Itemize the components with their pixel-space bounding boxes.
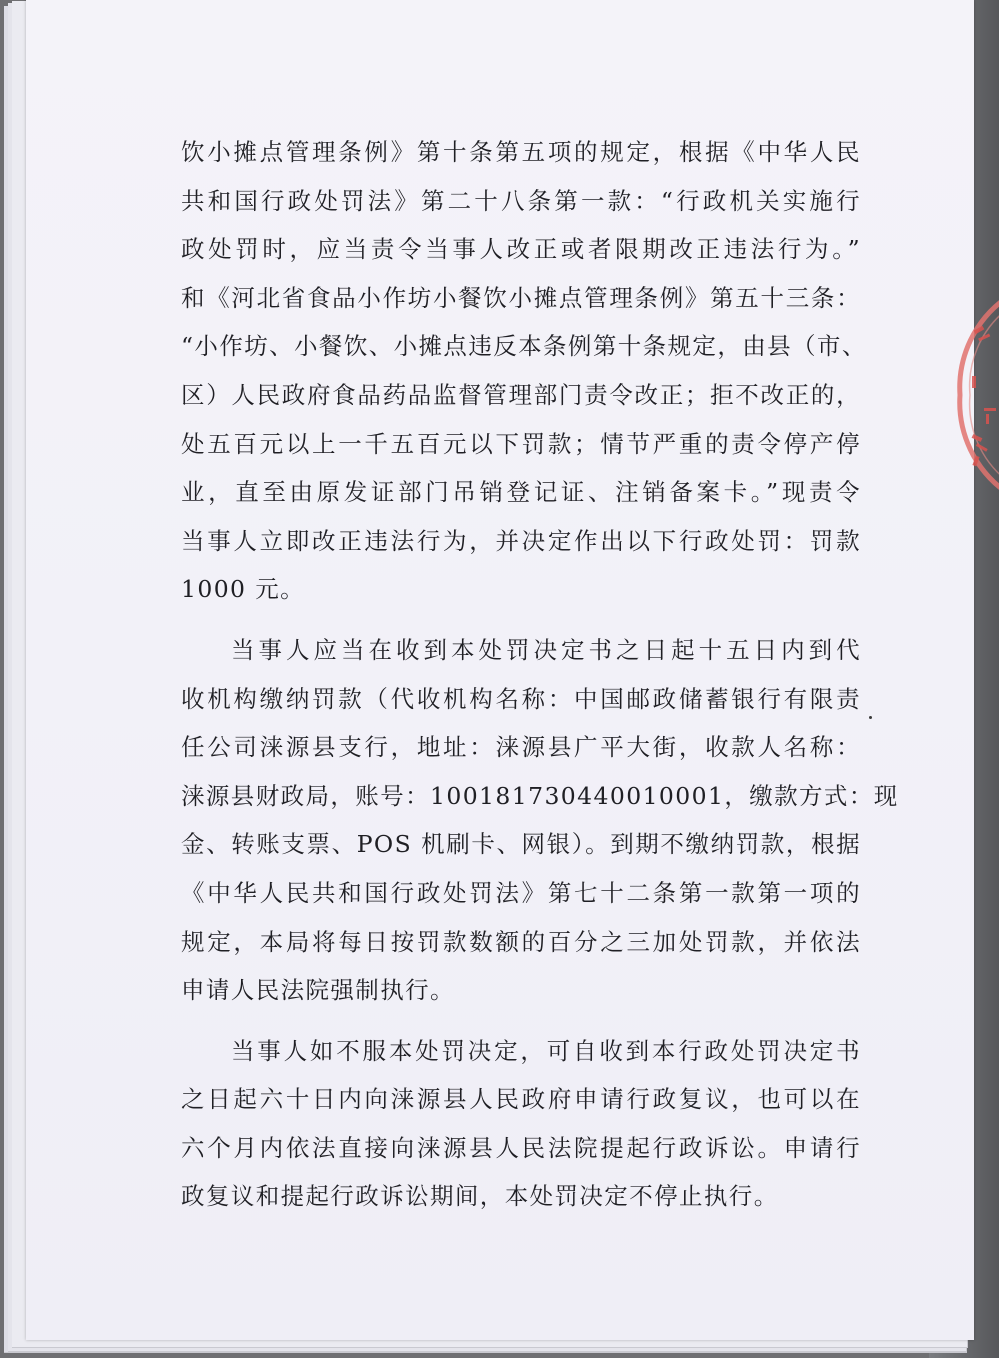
text-line: 规定，本局将每日按罚款数额的百分之三加处罚款，并依法	[181, 927, 861, 956]
text-line: 涞源县财政局，账号：100181730440010001，缴款方式：现	[181, 781, 899, 810]
text-line: 饮小摊点管理条例》第十条第五项的规定，根据《中华人民	[181, 138, 861, 166]
text-line: “小作坊、小餐饮、小摊点违反本条例第十条规定，由县（市、	[181, 332, 867, 361]
ink-speck	[869, 716, 872, 719]
paragraph-3	[181, 1027, 861, 1221]
text-line: 金、转账支票、POS 机刷卡、网银）。到期不缴纳罚款，根据	[181, 830, 861, 859]
text-line: 之日起六十日内向涞源县人民政府申请行政复议，也可以在	[181, 1085, 861, 1114]
text-line: 政复议和提起行政诉讼期间，本处罚决定不停止执行。	[181, 1182, 779, 1211]
text-line: 当事人如不服本处罚决定，可自收到本行政处罚决定书	[231, 1036, 861, 1065]
text-line: 《中华人民共和国行政处罚法》第七十二条第一款第一项的	[181, 878, 861, 907]
text-line: 处五百元以上一千五百元以下罚款；情节严重的责令停产停	[181, 429, 861, 458]
text-line: 业，直至由原发证部门吊销登记证、注销备案卡。”现责令	[181, 478, 861, 507]
text-line: 政处罚时，应当责令当事人改正或者限期改正违法行为。”	[181, 235, 861, 264]
text-line: 共和国行政处罚法》第二十八条第一款：“行政机关实施行	[181, 186, 861, 215]
text-line: 申请人民法院强制执行。	[181, 976, 455, 1005]
document-page	[26, 0, 974, 1340]
text-line: 任公司涞源县支行，地址：涞源县广平大街，收款人名称：	[181, 733, 861, 762]
text-line: 区）人民政府食品药品监督管理部门责令改正；拒不改正的，	[181, 380, 861, 409]
text-line: 当事人应当在收到本处罚决定书之日起十五日内到代	[231, 635, 861, 664]
paragraph-2	[181, 626, 899, 1015]
text-line: 收机构缴纳罚款（代收机构名称：中国邮政储蓄银行有限责	[181, 684, 861, 713]
text-line: 和《河北省食品小作坊小餐饮小摊点管理条例》第五十三条：	[181, 283, 861, 312]
text-line: 1000 元。	[181, 575, 306, 604]
text-line: 当事人立即改正违法行为，并决定作出以下行政处罚：罚款	[181, 526, 861, 555]
text-line: 六个月内依法直接向涞源县人民法院提起行政诉讼。申请行	[181, 1133, 861, 1162]
document-body	[181, 128, 899, 1221]
paragraph-1	[181, 128, 867, 614]
